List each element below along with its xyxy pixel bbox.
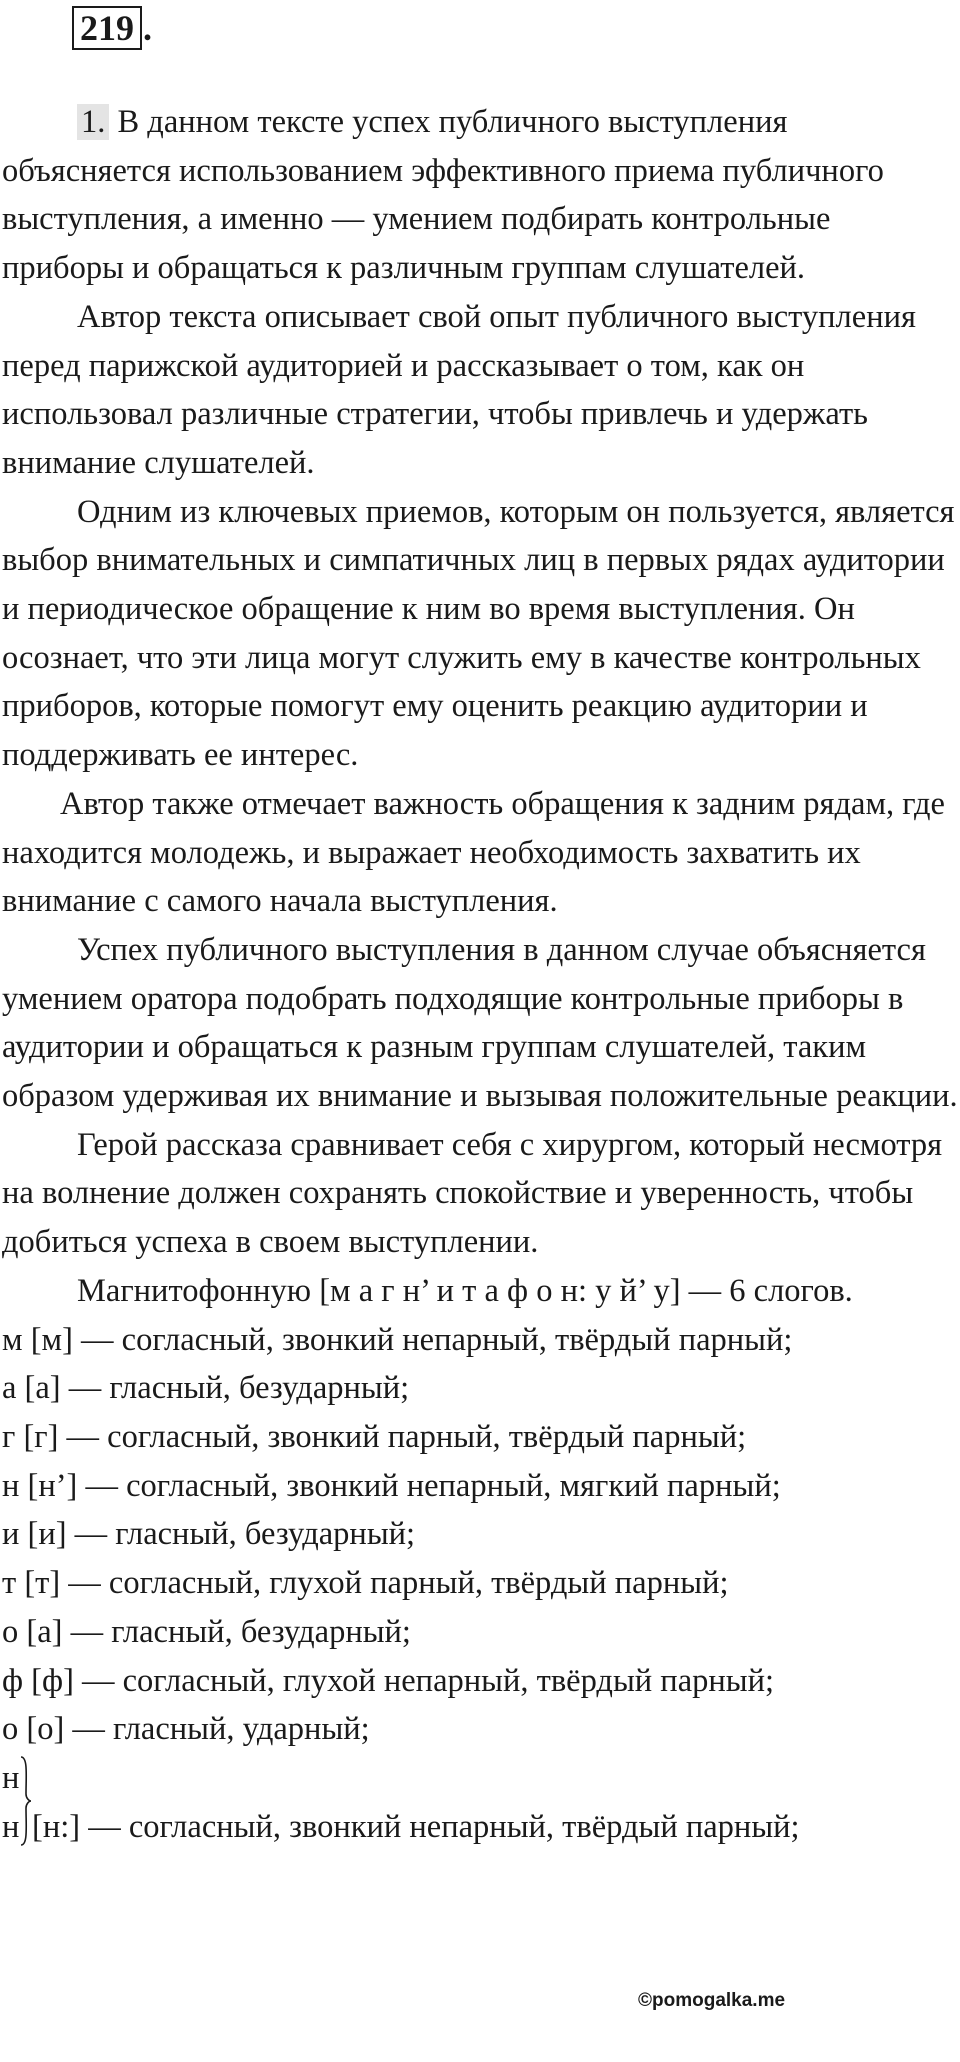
- paragraph-6: Герой рассказа сравнивает себя с хирургом, который несмотря на волнение должен сохранять спокойствие и уверенность, чтобы добиться успеха в своем выступлении.: [2, 1126, 943, 1261]
- phonetic-line-4: н [н’] — согласный, звонкий непарный, мягкий парный;: [2, 1467, 781, 1504]
- paragraph-3: Одним из ключевых приемов, которым он пользуется, является выбор внимательных и симпатичных лиц в первых рядах аудитории и периодическое обращение к ним во время выступления. Он осознает, что эти лица могут служить ему в качестве контрольных приборов, которые помогут ему оценить реакцию аудитории и поддерживать ее интерес.: [2, 493, 955, 774]
- double-n-description: [н:] — согласный, звонкий непарный, твёрдый парный;: [32, 1808, 800, 1845]
- phonetic-analysis-list: [2, 1316, 958, 1754]
- phonetic-line-6: т [т] — согласный, глухой парный, твёрдый парный;: [2, 1565, 729, 1602]
- paragraph-5: Успех публичного выступления в данном случае объясняется умением оратора подобрать подходящие контрольные приборы в аудитории и обращаться к разным группам слушателей, таким образом удерживая их внимание и вызывая положительные реакции.: [2, 931, 958, 1115]
- paragraph-1-text: В данном тексте успех публичного выступления объясняется использованием эффективного приема публичного выступления, а именно — умением подбирать контрольные приборы и обращаться к различным группам слушателей.: [2, 104, 884, 287]
- double-n-letter-top: н: [2, 1759, 20, 1796]
- phonetic-line-1: м [м] — согласный, звонкий непарный, твёрдый парный;: [2, 1321, 793, 1358]
- task-marker: 1.: [77, 104, 109, 140]
- paragraph-2: Автор текста описывает свой опыт публичного выступления перед парижской аудиторией и рассказывает о том, как он использовал различные стратегии, чтобы привлечь и удержать внимание слушателей.: [2, 298, 916, 481]
- phonetic-line-3: г [г] — согласный, звонкий парный, твёрдый парный;: [2, 1418, 747, 1455]
- paragraph-7: Магнитофонную [м а г н’ и т а ф о н: у й’ у] — 6 слогов.: [77, 1272, 853, 1309]
- phonetic-line-2: а [а] — гласный, безударный;: [2, 1370, 410, 1407]
- exercise-number: 219: [80, 8, 134, 48]
- phonetic-line-5: и [и] — гласный, безударный;: [2, 1516, 416, 1553]
- site-watermark: ©pomogalka.me: [638, 1990, 786, 2011]
- phonetic-line-9: о [о] — гласный, ударный;: [2, 1711, 370, 1748]
- exercise-number-box: [72, 6, 152, 50]
- curly-brace-icon: [20, 1756, 32, 1846]
- double-n-group: [2, 1754, 958, 1851]
- double-n-letter-bottom: н: [2, 1808, 20, 1845]
- answer-text: [2, 98, 958, 1851]
- paragraph-1: [2, 98, 958, 293]
- paragraph-4: Автор также отмечает важность обращения к задним рядам, где находится молодежь, и выражает необходимость захватить их внимание с самого начала выступления.: [2, 785, 945, 920]
- phonetic-line-7: о [а] — гласный, безударный;: [2, 1613, 411, 1650]
- phonetic-line-8: ф [ф] — согласный, глухой непарный, твёрдый парный;: [2, 1662, 775, 1699]
- exercise-number-dot: .: [143, 8, 152, 48]
